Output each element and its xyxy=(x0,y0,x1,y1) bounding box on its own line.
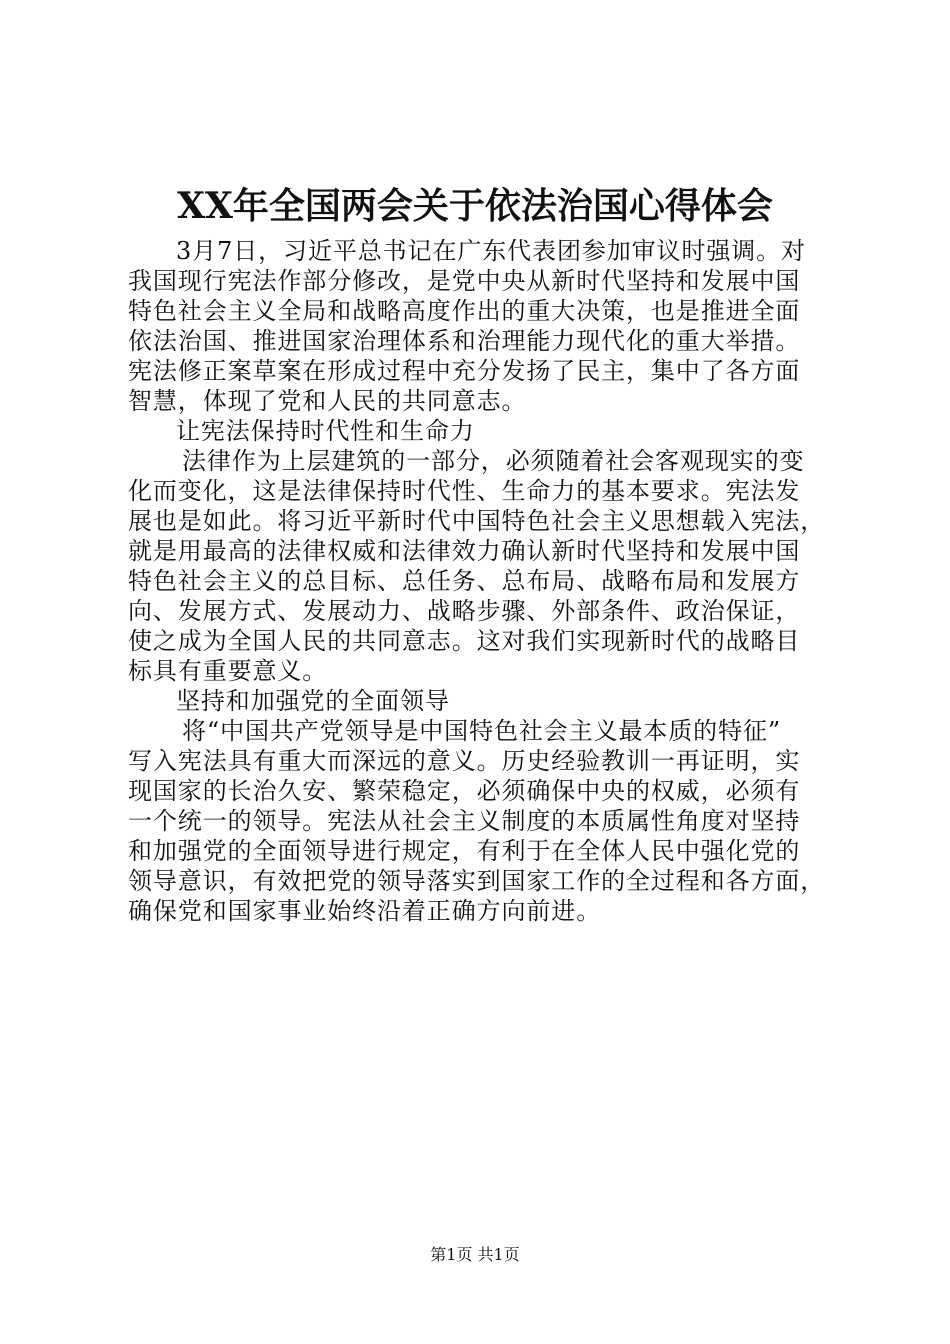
body-line: 特色社会主义全局和战略高度作出的重大决策，也是推进全面 xyxy=(128,297,801,325)
body-line: 写入宪法具有重大而深远的意义。历史经验教训一再证明，实 xyxy=(128,747,801,775)
body-line: 标具有重要意义。 xyxy=(128,657,328,685)
body-line: 向、发展方式、发展动力、战略步骤、外部条件、政治保证， xyxy=(128,597,801,625)
body-line: 坚持和加强党的全面领导 xyxy=(176,687,450,715)
body-line: 宪法修正案草案在形成过程中充分发扬了民主，集中了各方面 xyxy=(128,357,801,385)
body-line: 化而变化，这是法律保持时代性、生命力的基本要求。宪法发 xyxy=(128,477,801,505)
body-line: 法律作为上层建筑的一部分，必须随着社会客观现实的变 xyxy=(182,447,805,475)
body-line: 特色社会主义的总目标、总任务、总布局、战略布局和发展方 xyxy=(128,567,801,595)
body-line: 我国现行宪法作部分修改，是党中央从新时代坚持和发展中国 xyxy=(128,267,801,295)
body-line: 智慧，体现了党和人民的共同意志。 xyxy=(128,387,527,415)
body-line: 一个统一的领导。宪法从社会主义制度的本质属性角度对坚持 xyxy=(128,807,801,835)
document-body xyxy=(128,236,828,926)
body-line: 将“中国共产党领导是中国特色社会主义最本质的特征” xyxy=(182,717,782,745)
body-line: 就是用最高的法律权威和法律效力确认新时代坚持和发展中国 xyxy=(128,537,801,565)
body-line: 现国家的长治久安、繁荣稳定，必须确保中央的权威，必须有 xyxy=(128,777,801,805)
page-footer: 第1页 共1页 xyxy=(430,1245,520,1264)
body-line: 3月7日，习近平总书记在广东代表团参加审议时强调。对 xyxy=(176,237,806,265)
body-line: 领导意识，有效把党的领导落实到国家工作的全过程和各方面， xyxy=(128,867,826,895)
body-line: 让宪法保持时代性和生命力 xyxy=(176,417,475,445)
body-line: 使之成为全国人民的共同意志。这对我们实现新时代的战略目 xyxy=(128,627,801,655)
body-line: 展也是如此。将习近平新时代中国特色社会主义思想载入宪法， xyxy=(128,507,826,535)
body-line: 确保党和国家事业始终沿着正确方向前进。 xyxy=(128,897,602,925)
body-line: 依法治国、推进国家治理体系和治理能力现代化的重大举措。 xyxy=(128,327,801,355)
body-line: 和加强党的全面领导进行规定，有利于在全体人民中强化党的 xyxy=(128,837,801,865)
document-title: XX年全国两会关于依法治国心得体会 xyxy=(177,185,773,227)
